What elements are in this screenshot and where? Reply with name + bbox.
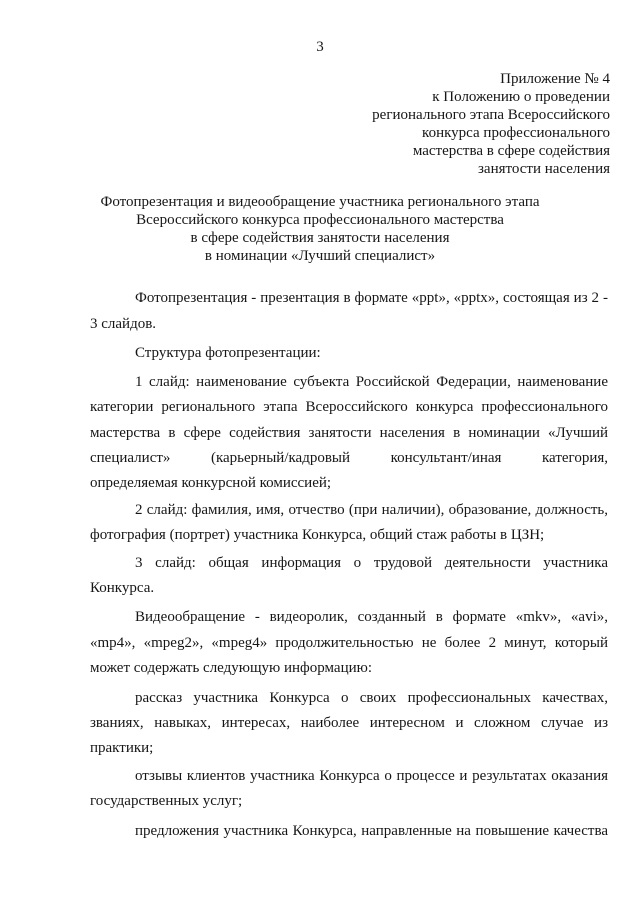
appendix-line: мастерства в сфере содействия [412,143,610,159]
appendix-line: к Положению о проведении [432,89,610,105]
title-line: Фотопрезентация и видеообращение участника регионального этапа [100,194,540,210]
body-line: Конкурса. [90,580,155,596]
body-line: специалист» (карьерный/кадровый консультант/иная категория, [90,450,608,466]
appendix-line: регионального этапа Всероссийского [372,107,610,123]
body-line: званиях, навыках, интересах, наиболее интересном и сложном случае из [90,715,608,731]
title-line: в номинации «Лучший специалист» [204,248,436,264]
body-line: 1 слайд: наименование субъекта Российской Федерации, наименование [135,374,608,390]
body-line: «mp4», «mpeg2», «mpeg4» продолжительностью не более 2 минут, который [90,635,608,651]
page-number: 3 [316,39,324,55]
body-line: практики; [90,740,154,756]
body-line: государственных услуг; [90,793,243,809]
body-line: отзывы клиентов участника Конкурса о процессе и результатах оказания [135,768,608,784]
appendix-line: конкурса профессионального [422,125,610,141]
body-line: Структура фотопрезентации: [135,345,321,361]
body-line: предложения участника Конкурса, направленные на повышение качества [135,823,608,839]
appendix-line: Приложение № 4 [500,71,610,87]
body-line: категории регионального этапа Всероссийского конкурса профессионального [90,399,608,415]
body-line: фотография (портрет) участника Конкурса, общий стаж работы в ЦЗН; [90,527,545,543]
appendix-line: занятости населения [477,161,610,177]
body-line: может содержать следующую информацию: [90,660,373,676]
title-line: в сфере содействия занятости населения [190,230,450,246]
body-line: мастерства в сфере содействия занятости населения в номинации «Лучший [90,425,608,441]
body-line: 2 слайд: фамилия, имя, отчество (при наличии), образование, должность, [135,502,608,518]
title-line: Всероссийского конкурса профессионального мастерства [136,212,504,228]
body-line: определяемая конкурсной комиссией; [90,475,332,491]
body-line: рассказ участника Конкурса о своих профессиональных качествах, [135,690,608,706]
body-line: Фотопрезентация - презентация в формате «ppt», «pptx», состоящая из 2 - [135,290,608,306]
body-line: 3 слайд: общая информация о трудовой деятельности участника [135,555,608,571]
body-line: Видеообращение - видеоролик, созданный в формате «mkv», «avi», [135,609,608,625]
body-line: 3 слайдов. [90,316,157,332]
